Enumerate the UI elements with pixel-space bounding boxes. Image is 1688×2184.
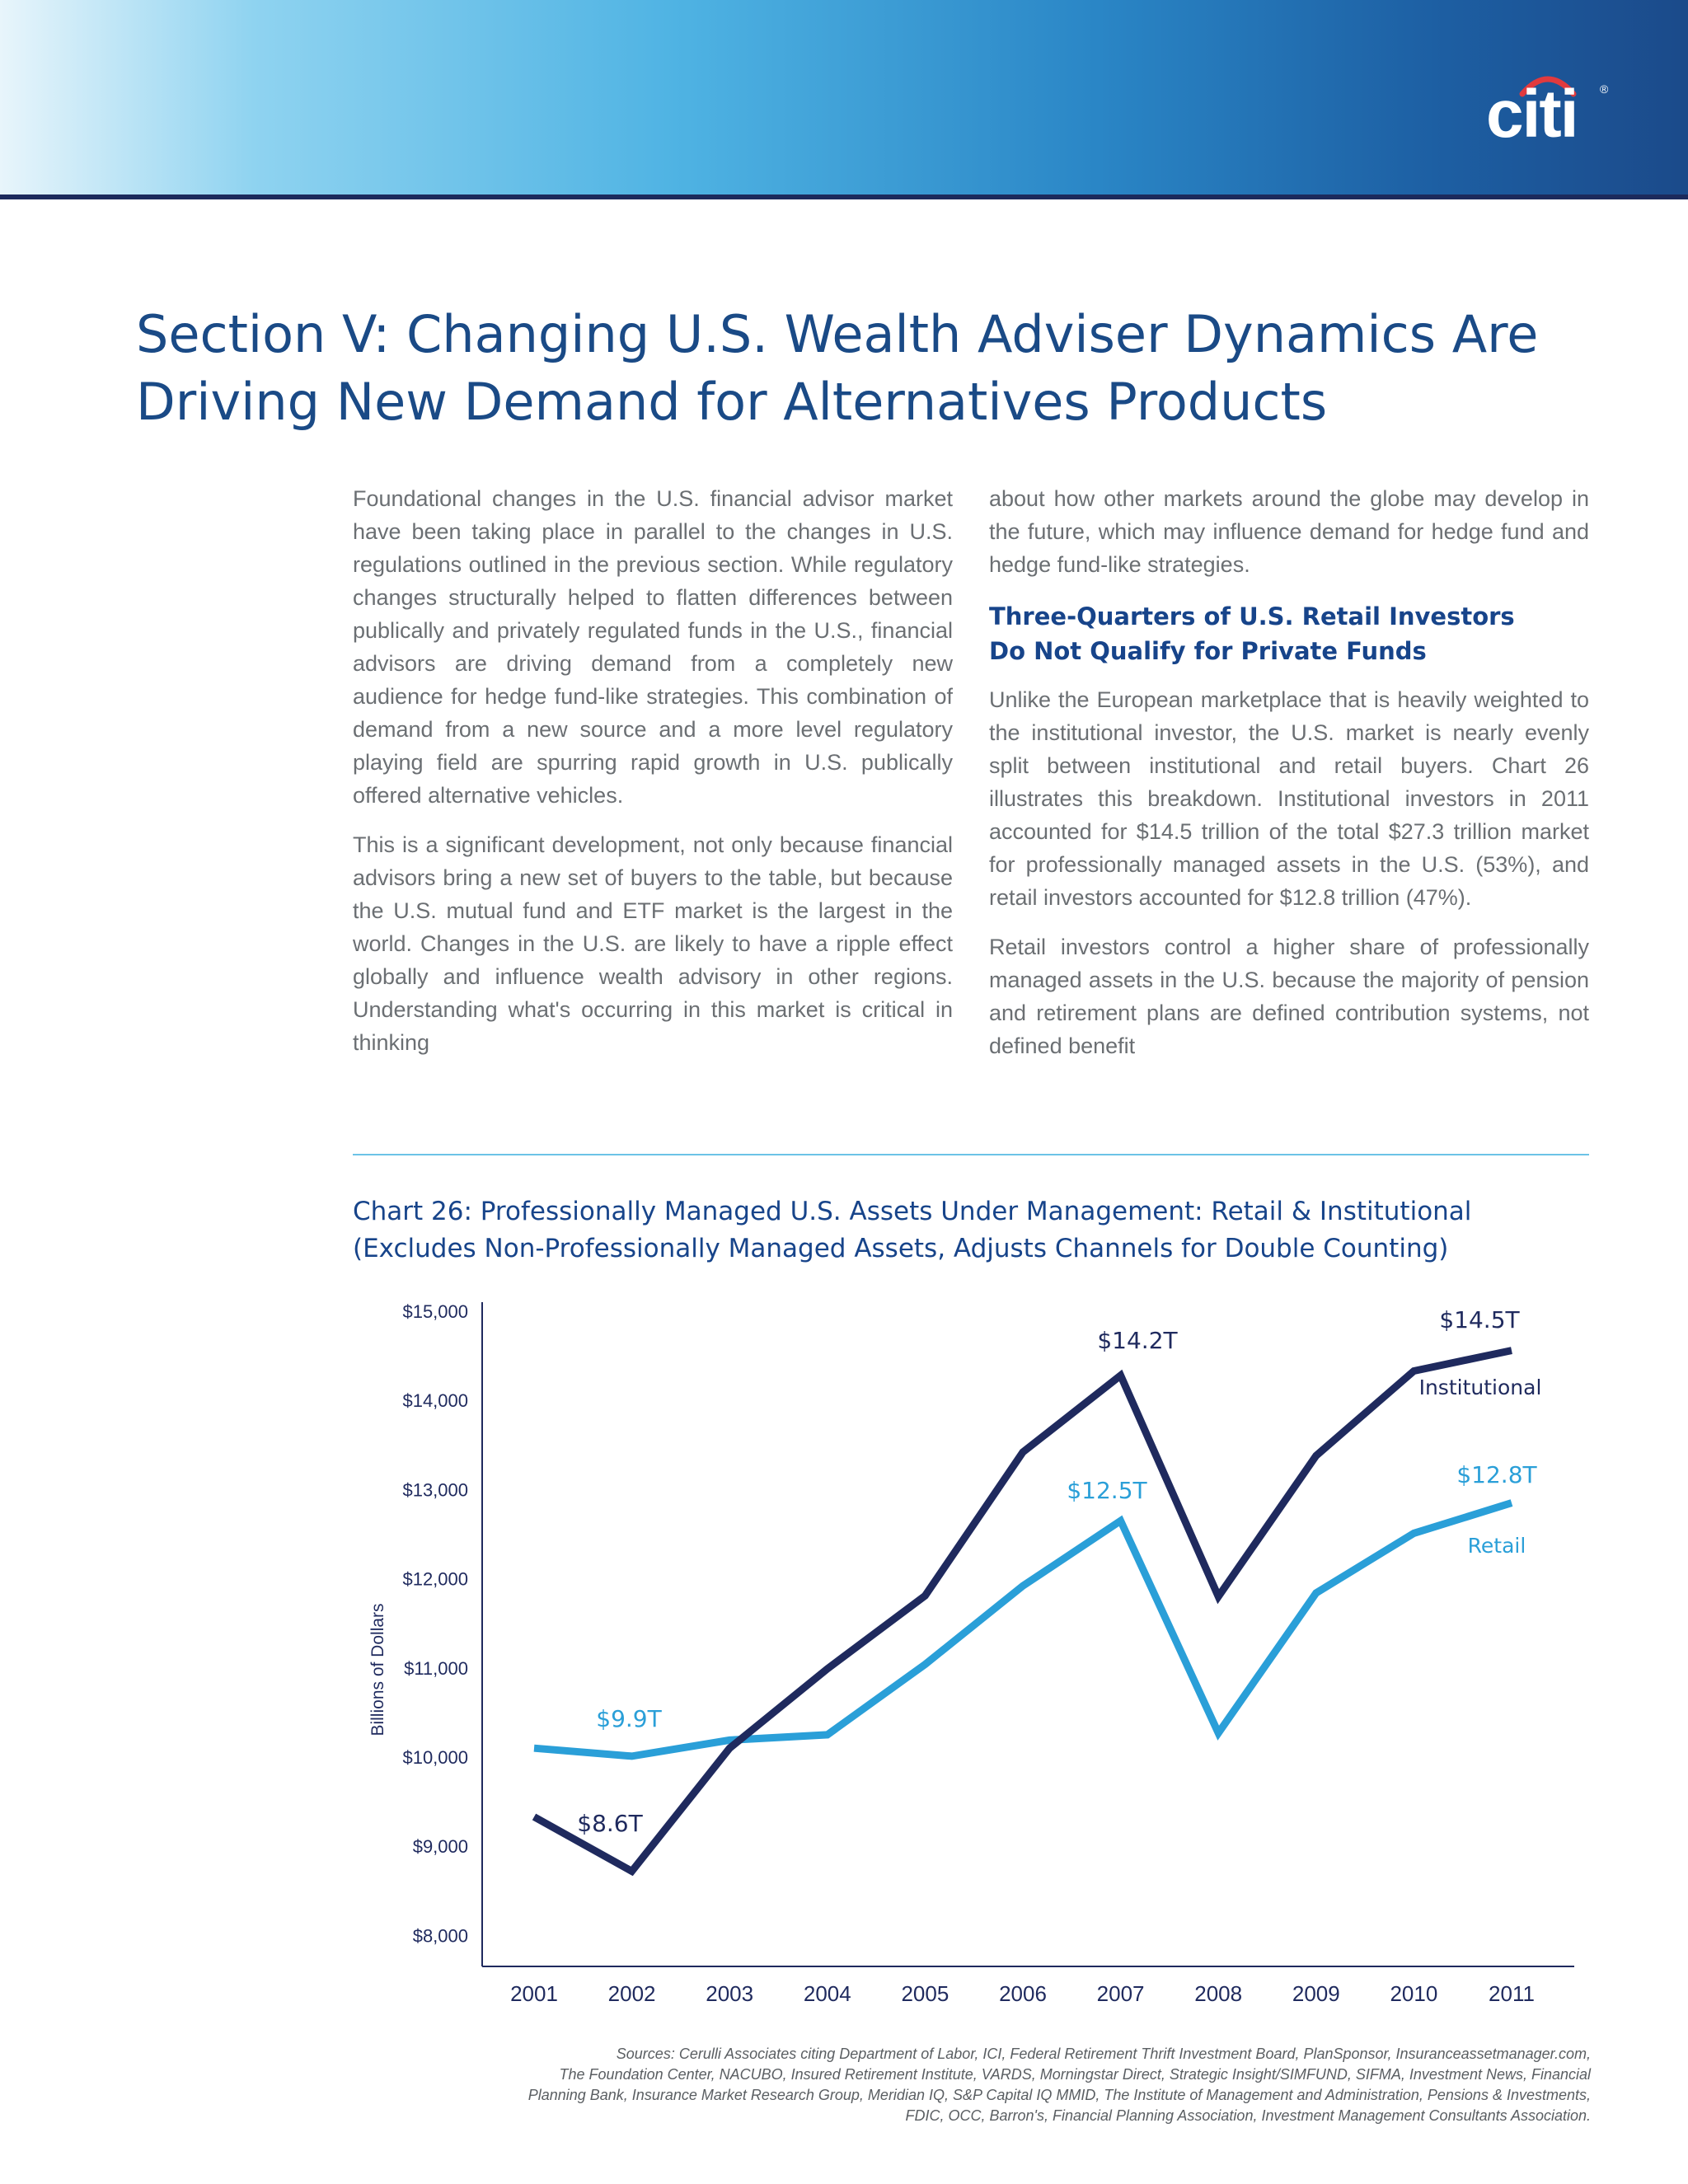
y-tick-label: $11,000 [404, 1657, 468, 1679]
page-title-line-1: Section V: Changing U.S. Wealth Adviser Dynamics Are [136, 304, 1539, 364]
x-tick-label: 2006 [999, 1981, 1047, 2006]
chart-title-line-1: Chart 26: Professionally Managed U.S. Assets Under Management: Retail & Institutional [353, 1197, 1472, 1226]
sources-line: The Foundation Center, NACUBO, Insured Retirement Institute, VARDS, Morningstar Direct, Strategic Insight/SIMFUND, SIFMA, Investment News, Financial [559, 2066, 1591, 2083]
chart-title-line-2: (Excludes Non-Professionally Managed Assets, Adjusts Channels for Double Counting) [353, 1234, 1449, 1263]
series-label: Institutional [1418, 1376, 1542, 1399]
data-label: $14.5T [1439, 1306, 1520, 1333]
body-paragraph: Foundational changes in the U.S. financial advisor market have been taking place in parallel to the changes in U.S. regulations outlined in the previous section. While regulatory changes structurally helped to flatten differences between publically and privately regulated funds in the U.S., financial advisors are driving demand from a completely new audience for hedge fund-like strategies. This combination of demand from a new source and a more level regulatory playing field are spurring rapid growth in U.S. publically offered alternative vehicles. [353, 486, 953, 808]
y-axis-title: Billions of Dollars [368, 1603, 387, 1736]
x-tick-label: 2010 [1390, 1981, 1438, 2006]
x-tick-label: 2011 [1489, 1981, 1535, 2006]
x-tick-label: 2001 [510, 1981, 558, 2006]
series-label: Retail [1467, 1534, 1526, 1558]
body-paragraph: Unlike the European marketplace that is heavily weighted to the institutional investor, the U.S. market is nearly evenly split between institutional and retail buyers. Chart 26 illustrates this breakdown. Institutional investors in 2011 accounted for $14.5 trillion of the total $27.3 trillion market for professionally managed assets in the U.S. (53%), and retail investors accounted for $12.8 trillion (47%). [989, 687, 1589, 910]
data-label: $12.5T [1067, 1477, 1147, 1504]
sources-note [354, 2044, 1591, 2126]
data-label: $14.2T [1097, 1327, 1178, 1354]
x-tick-label: 2003 [706, 1981, 754, 2006]
x-tick-label: 2008 [1194, 1981, 1243, 2006]
x-tick-label: 2007 [1096, 1981, 1145, 2006]
page-title-line-2: Driving New Demand for Alternatives Products [136, 372, 1328, 432]
body-paragraph: about how other markets around the globe may develop in the future, which may influence demand for hedge fund and hedge fund-like strategies. [989, 486, 1589, 577]
sources-line: FDIC, OCC, Barron's, Financial Planning Association, Investment Management Consultants Association. [905, 2107, 1591, 2124]
body-paragraph: This is a significant development, not only because financial advisors bring a new set of buyers to the table, but because the U.S. mutual fund and ETF market is the largest in the world. Changes in the U.S. are likely to have a ripple effect globally and influence wealth advisory in other regions. Understanding what's occurring in this market is critical in thinking [353, 832, 953, 1055]
logo-registered-mark: ® [1600, 82, 1609, 96]
series-line-institutional [534, 1351, 1512, 1872]
data-label: $9.9T [596, 1705, 662, 1732]
data-label: $8.6T [577, 1810, 643, 1837]
subheading-line-1: Three-Quarters of U.S. Retail Investors [989, 602, 1515, 630]
y-tick-label: $15,000 [402, 1301, 468, 1322]
y-tick-label: $12,000 [402, 1568, 468, 1590]
x-tick-label: 2009 [1292, 1981, 1340, 2006]
sources-line: Sources: Cerulli Associates citing Department of Labor, ICI, Federal Retirement Thrift Investment Board, PlanSponsor, Insuranceassetmanager.com, [616, 2046, 1591, 2062]
y-tick-label: $14,000 [402, 1390, 468, 1412]
series-line-retail [534, 1503, 1512, 1756]
x-tick-label: 2002 [607, 1981, 656, 2006]
y-tick-label: $8,000 [412, 1925, 468, 1947]
y-tick-label: $13,000 [402, 1479, 468, 1501]
body-paragraph: Retail investors control a higher share of professionally managed assets in the U.S. because the majority of pension and retirement plans are defined contribution systems, not defined benefit [989, 935, 1589, 1058]
x-tick-label: 2005 [901, 1981, 950, 2006]
logo-wordmark: citi [1486, 77, 1578, 152]
y-tick-label: $9,000 [412, 1836, 468, 1858]
y-tick-label: $10,000 [402, 1747, 468, 1768]
sources-line: Planning Bank, Insurance Market Research Group, Meridian IQ, S&P Capital IQ MMID, The Institute of Management and Administration, Pensions & Investments, [528, 2087, 1591, 2103]
data-label: $12.8T [1456, 1461, 1537, 1488]
x-tick-label: 2004 [803, 1981, 851, 2006]
subheading-line-2: Do Not Qualify for Private Funds [989, 637, 1427, 665]
